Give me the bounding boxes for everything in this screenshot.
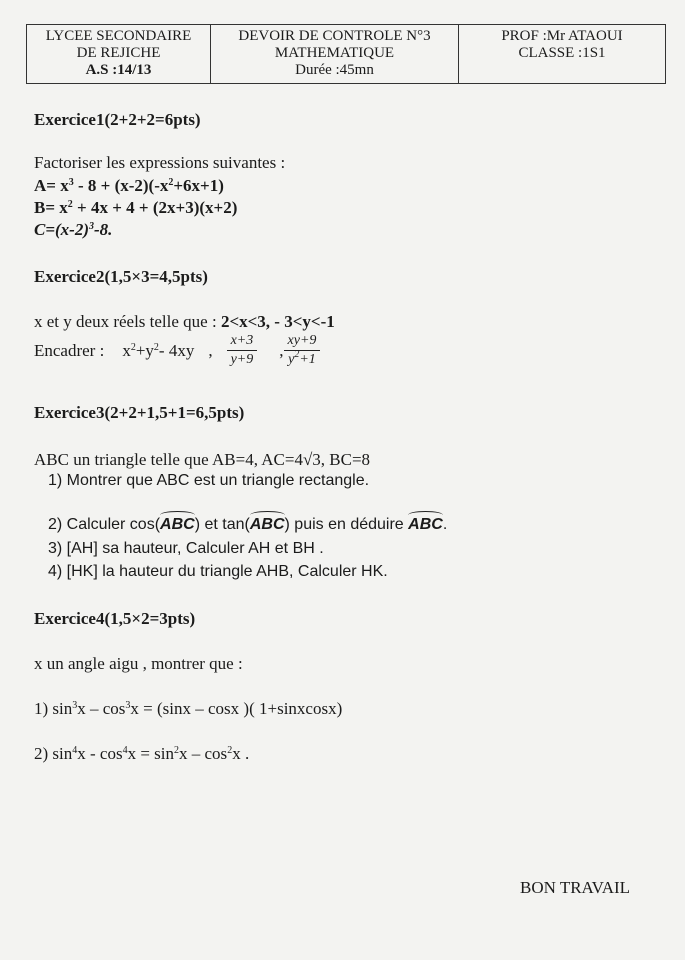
exercise-4-title: Exercice4(1,5×2=3pts) — [34, 609, 196, 628]
question-3-4: 4) [HK] la hauteur du triangle AHB, Calculer HK. — [48, 563, 388, 580]
question-3-3: 3) [AH] sa hauteur, Calculer AH et BH . — [48, 540, 324, 557]
closing-note: BON TRAVAIL — [520, 878, 631, 897]
exercise-2-title: Exercice2(1,5×3=4,5pts) — [34, 267, 208, 286]
exercise-1-title: Exercice1(2+2+2=6pts) — [34, 110, 201, 129]
exercise-4-intro: x un angle aigu , montrer que : — [34, 654, 243, 673]
fraction-1: $\frac{x+3}{y+9}$ — [227, 333, 258, 368]
teacher-info: PROF :Mr ATAOUI CLASSE :1S1 — [501, 28, 623, 61]
exercise-2-encadrer: Encadrer : $x^2+y^2-$ 4xy , $\frac{x+3}{y+9}$ , $\frac{xy+9}{y^2+1}$ — [34, 333, 320, 368]
exercise-3-title: Exercice3(2+2+1,5+1=6,5pts) — [34, 403, 245, 422]
question-3-2: 2) Calculer cos(ABC) et tan(ABC) puis en déduire ABC. — [48, 516, 448, 533]
school-info: LYCEE SECONDAIRE DE REJICHE A.S :14/13 — [27, 25, 211, 83]
question-3-1: 1) Montrer que ABC est un triangle rectangle. — [48, 472, 370, 489]
identity-2: 2) $\sin^4x - \cos^4x = \sin^2x - \cos^2x$ . — [34, 744, 250, 763]
identity-1: 1) $\sin^3x - \cos^3x = (\sin x - \cos x$ )( 1+sinxcosx) — [34, 699, 343, 718]
exercise-3-intro: ABC un triangle telle que AB=4, AC=4√3, BC=8 — [34, 450, 371, 469]
expression-a: $A= x^3 - 8 + (x-2)(-x^2+6x+1)$ — [34, 176, 224, 195]
exam-info: DEVOIR DE CONTROLE N°3 MATHEMATIQUE Durée :45mn — [211, 25, 459, 83]
exercise-2-intro: x et y deux réels telle que : 2<x<3, - 3<y<-1 — [34, 312, 335, 331]
expression-b: $B= x^2 + 4x + 4 + (2x+3)(x+2)$ — [34, 198, 238, 217]
expression-c: $C=(x-2)^3-8$. — [34, 220, 113, 239]
exercise-1-intro: Factoriser les expressions suivantes : — [34, 153, 286, 172]
fraction-2: $\frac{xy+9}{y^2+1}$ — [284, 333, 321, 368]
exam-header — [26, 24, 666, 84]
